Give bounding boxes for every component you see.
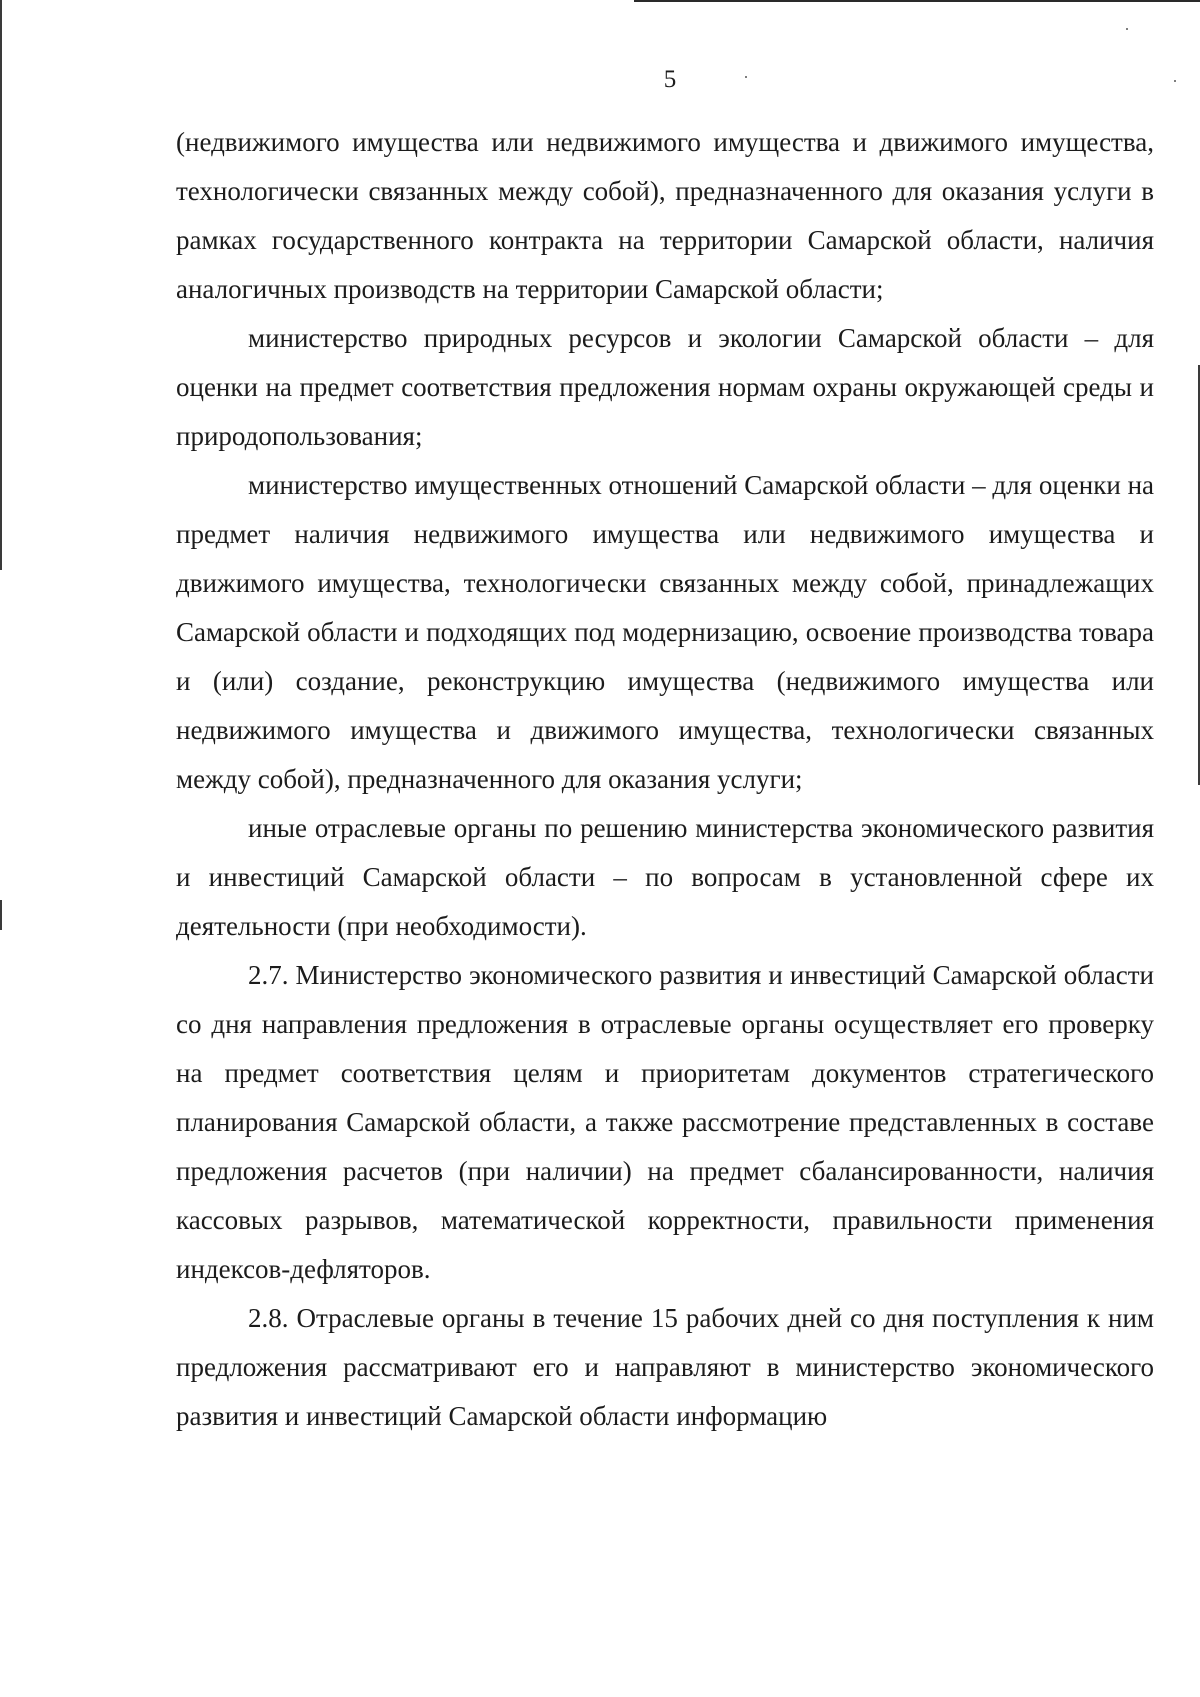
paragraph-continuation: (недвижимого имущества или недвижимого имущества и движимого имущества, технологически связанных между собой), предназначенного для оказания услуги в рамках государственного контракта на территории Самарской области, наличия аналогичных производств на территории Самарской области; [176, 127, 1154, 304]
scan-speck [1126, 28, 1128, 30]
paragraph-ministry-natural-resources: министерство природных ресурсов и экологии Самарской области – для оценки на предмет соответствия предложения нормам охраны окружающей среды и природопользования; [176, 323, 1154, 451]
paragraph-other-sector-bodies: иные отраслевые органы по решению министерства экономического развития и инвестиций Самарской области – по вопросам в установленной сфере их деятельности (при необходимости). [176, 813, 1154, 941]
page-number: 5 [663, 66, 677, 93]
paragraph-ministry-property-relations: министерство имущественных отношений Самарской области – для оценки на предмет наличия недвижимого имущества или недвижимого имущества и движимого имущества, технологически связанных между собой, принадлежащих Самарской области и подходящих под модернизацию, освоение производства товара и (или) создание, реконструкцию имущества (недвижимого имущества или недвижимого имущества и движимого имущества, технологически связанных между собой), предназначенного для оказания услуги; [176, 470, 1154, 794]
document-body [176, 118, 1154, 1441]
scan-edge-top [634, 0, 1200, 2]
paragraph-clause-2-8: 2.8. Отраслевые органы в течение 15 рабочих дней со дня поступления к ним предложения рассматривают его и направляют в министерство экономического развития и инвестиций Самарской области информацию [176, 1303, 1154, 1431]
paragraph-clause-2-7: 2.7. Министерство экономического развития и инвестиций Самарской области со дня направления предложения в отраслевые органы осуществляет его проверку на предмет соответствия целям и приоритетам документов стратегического планирования Самарской области, а также рассмотрение представленных в составе предложения расчетов (при наличии) на предмет сбалансированности, наличия кассовых разрывов, математической корректности, правильности применения индексов-дефляторов. [176, 960, 1154, 1284]
scan-edge-left-fragment [0, 900, 2, 930]
